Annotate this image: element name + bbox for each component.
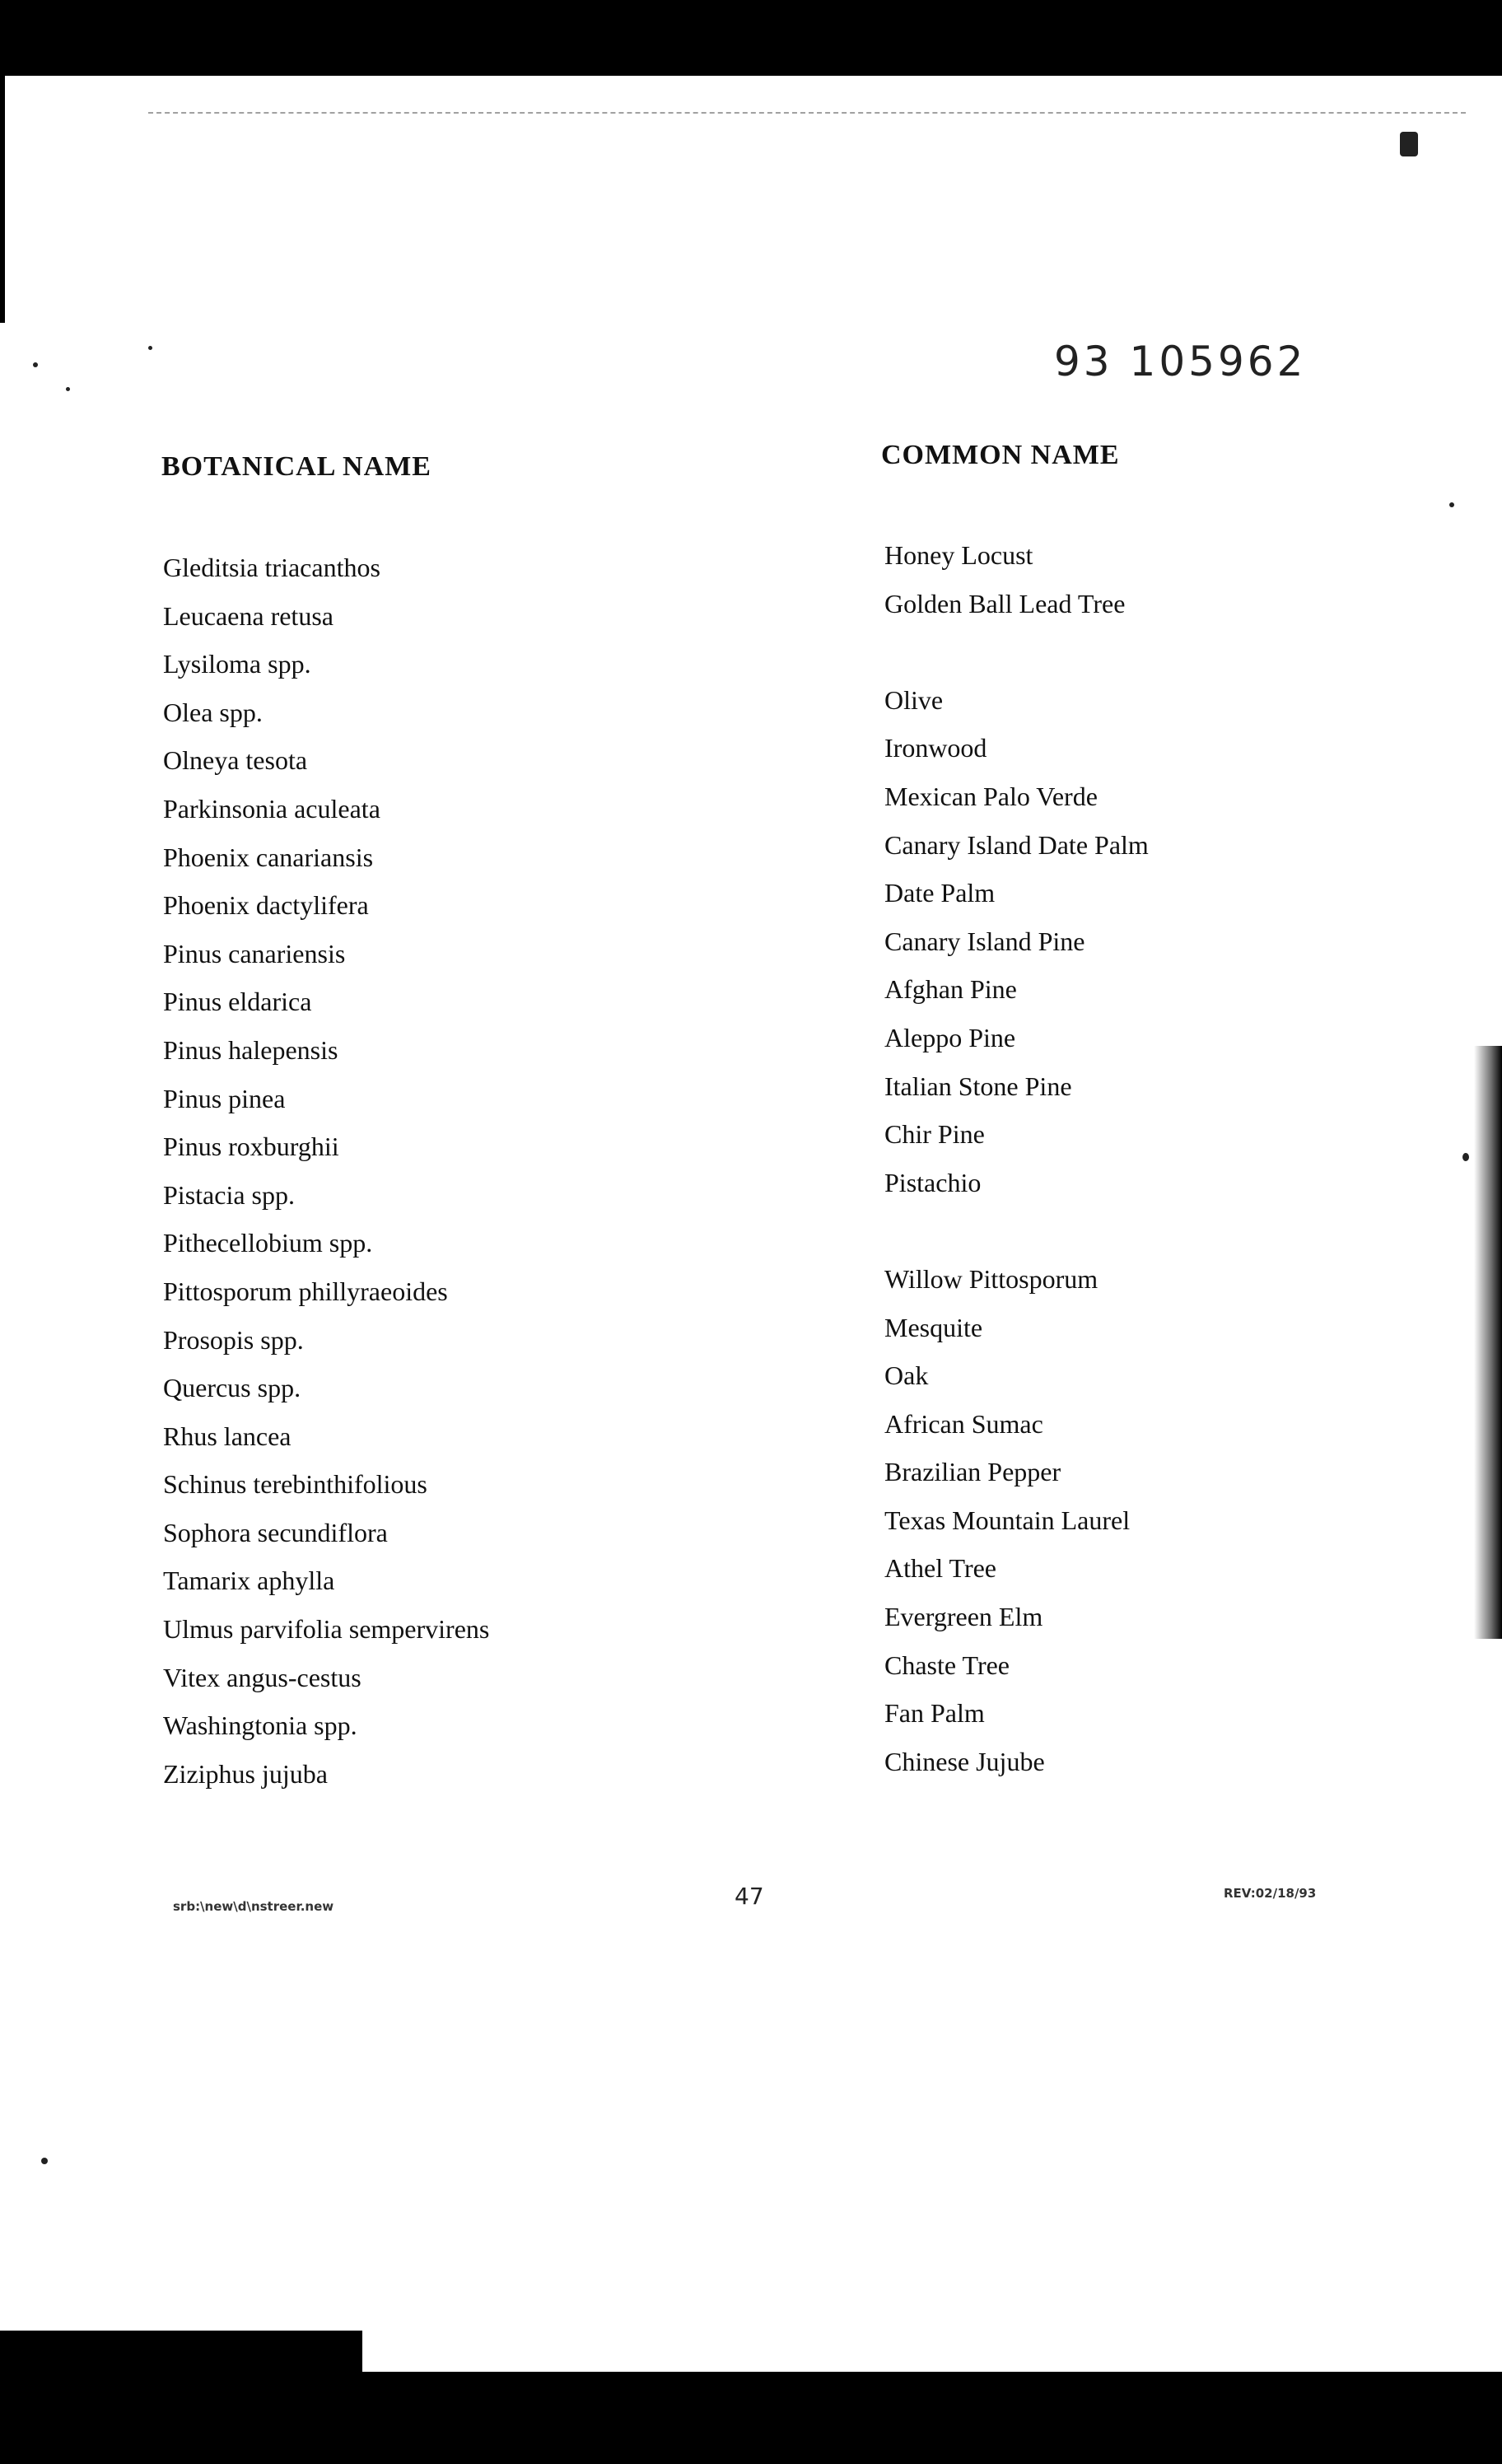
botanical-name-item: Parkinsonia aculeata [163,793,380,824]
common-name-item: Chinese Jujube [884,1746,1045,1776]
common-name-item: Italian Stone Pine [884,1071,1072,1101]
common-name-item: Mexican Palo Verde [884,781,1098,811]
botanical-name-item: Sophora secundiflora [163,1517,388,1547]
botanical-name-item: Pinus pinea [163,1083,286,1113]
scan-dash-artifact [148,112,1466,114]
scan-speck [66,387,70,391]
footer-file-path: srb:\new\d\nstreer.new [173,1899,334,1914]
scan-speck [33,362,38,367]
botanical-name-item: Gleditsia triacanthos [163,553,380,582]
common-name-item: Canary Island Pine [884,926,1085,956]
botanical-name-item: Quercus spp. [163,1373,301,1403]
document-number: 93 105962 [1054,338,1307,385]
botanical-name-item: Olea spp. [163,697,263,727]
botanical-name-item: Ziziphus jujuba [163,1758,328,1789]
common-name-item: Date Palm [884,878,996,908]
botanical-name-list [163,544,822,1798]
common-name-item [884,1206,1461,1255]
common-name-item [884,628,1461,676]
common-name-heading: COMMON NAME [881,440,1120,470]
botanical-name-item: Pittosporum phillyraeoides [163,1276,448,1306]
common-name-item: Aleppo Pine [884,1022,1016,1052]
common-name-item: African Sumac [884,1408,1043,1439]
common-name-item: Ironwood [884,733,987,763]
botanical-name-item: Pithecellobium spp. [163,1228,373,1258]
common-name-item: Evergreen Elm [884,1602,1043,1632]
common-name-item: Willow Pittosporum [884,1263,1099,1294]
common-name-item: Brazilian Pepper [884,1457,1061,1487]
botanical-name-item: Pinus canariensis [163,938,346,968]
common-name-item: Pistachio [884,1167,982,1197]
scan-border-top [0,0,1502,76]
scan-border-right [1474,1046,1502,1639]
botanical-name-item: Pinus roxburghii [163,1132,339,1162]
botanical-name-item: Pinus eldarica [163,987,312,1017]
botanical-name-heading: BOTANICAL NAME [161,451,431,482]
botanical-name-item: Washingtonia spp. [163,1710,357,1741]
botanical-name-item: Ulmus parvifolia sempervirens [163,1614,490,1645]
botanical-name-item: Vitex angus-cestus [163,1662,362,1692]
common-name-item: Canary Island Date Palm [884,829,1149,860]
common-name-item: Fan Palm [884,1698,985,1729]
botanical-name-item: Rhus lancea [163,1421,292,1451]
scan-speck [148,346,152,350]
scan-border-left [0,76,5,323]
common-name-item: Honey Locust [884,540,1033,570]
common-name-item: Texas Mountain Laurel [884,1505,1131,1535]
common-name-item: Athel Tree [884,1553,996,1584]
scan-speck [41,2158,48,2164]
botanical-name-item: Pinus halepensis [163,1034,338,1065]
botanical-name-item: Leucaena retusa [163,600,334,631]
scan-speck [1400,132,1418,156]
common-name-item: Olive [884,684,944,715]
common-name-list [884,531,1461,1785]
botanical-name-item: Phoenix dactylifera [163,890,369,921]
botanical-name-item: Pistacia spp. [163,1179,295,1210]
footer-revision: REV:02/18/93 [1224,1886,1317,1901]
common-name-item: Chir Pine [884,1119,985,1150]
botanical-name-item: Phoenix canariansis [163,842,374,872]
botanical-name-item: Olneya tesota [163,745,308,776]
scan-speck [1449,502,1454,507]
common-name-item: Golden Ball Lead Tree [884,588,1126,618]
botanical-name-item: Schinus terebinthifolious [163,1469,427,1500]
common-name-item: Mesquite [884,1312,983,1342]
common-name-item: Afghan Pine [884,974,1017,1005]
botanical-name-item: Lysiloma spp. [163,649,311,679]
botanical-name-item: Prosopis spp. [163,1324,304,1355]
scan-border-bottom [0,2372,1502,2464]
common-name-item: Oak [884,1360,929,1391]
page-number: 47 [735,1883,764,1910]
scan-speck [1462,1153,1469,1161]
botanical-name-item: Tamarix aphylla [163,1566,335,1596]
common-name-item: Chaste Tree [884,1650,1010,1680]
